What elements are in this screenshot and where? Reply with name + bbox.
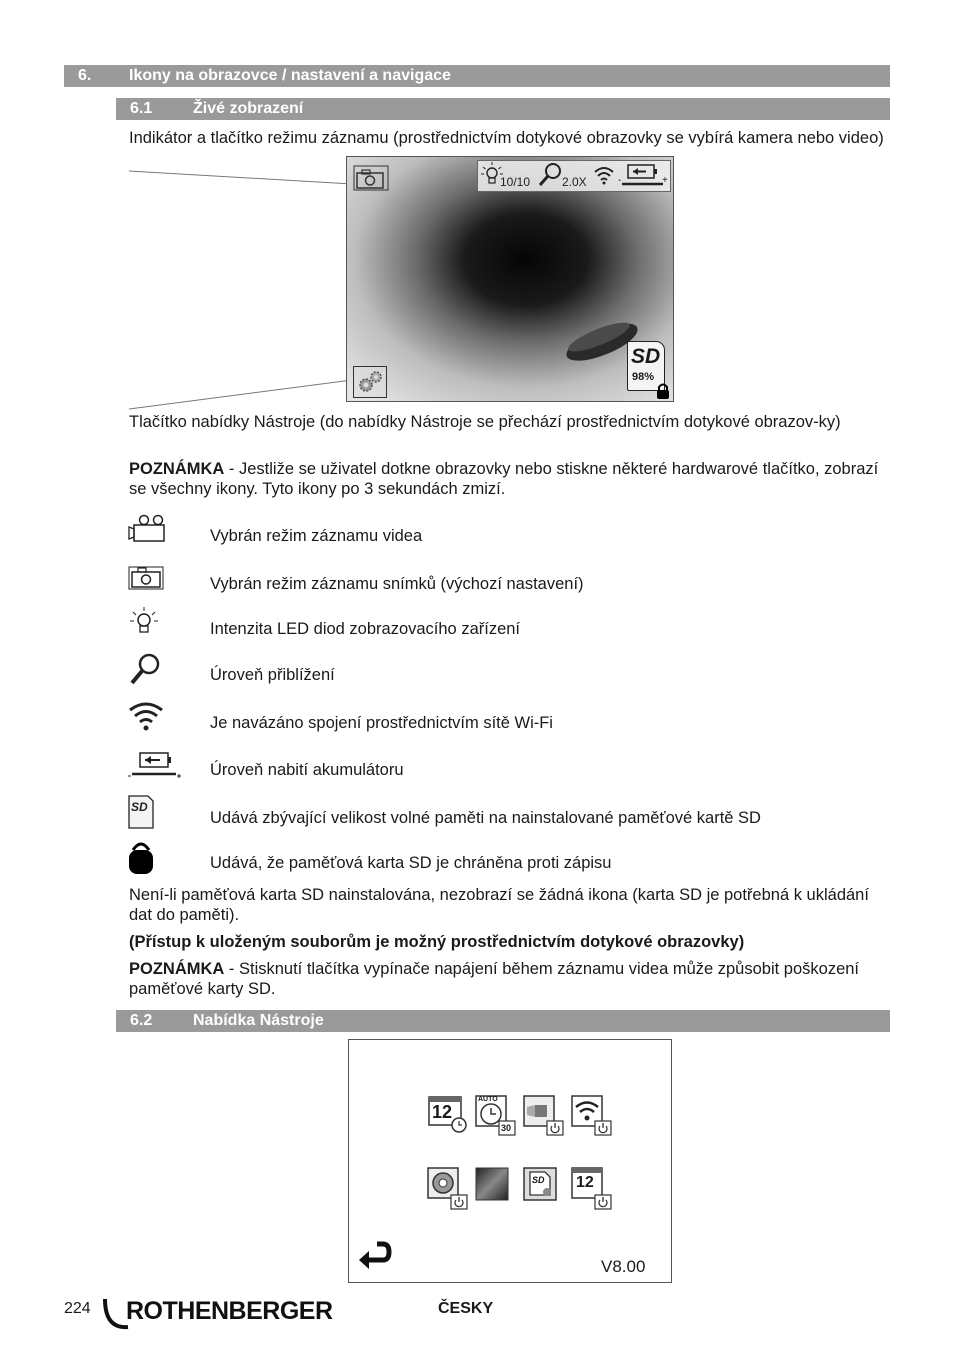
tools-caption: Tlačítko nabídky Nástroje (do nabídky Nástroje se přechází prostřednictvím dotykové obrazov-ky)	[129, 413, 841, 431]
legend-item-led	[128, 606, 908, 646]
sd-card-icon	[128, 795, 172, 831]
magnifier-icon	[128, 652, 172, 688]
battery-minus: -	[618, 175, 622, 186]
auto-number: 30	[501, 1123, 512, 1133]
svg-text:SD: SD	[131, 800, 148, 814]
led-level: 10/10	[500, 175, 531, 189]
legend-text: Je navázáno spojení prostřednictvím sítě Wi-Fi	[210, 714, 553, 732]
legend-text: Vybrán režim záznamu snímků (výchozí nastavení)	[210, 575, 584, 593]
camera-icon[interactable]	[353, 165, 389, 191]
sd-percent: 98%	[632, 371, 655, 383]
camera-icon	[128, 561, 172, 597]
date-stamp-power-icon[interactable]	[571, 1167, 613, 1211]
note-text: - Jestliže se uživatel dotkne obrazovky nebo stiskne některé hardwarové tlačítko, zobrazí se všechny ikony. Tyto ikony po 3 sekundách zmizí.	[129, 460, 879, 498]
legend-item-battery	[128, 747, 908, 787]
camera-power-icon[interactable]	[523, 1095, 565, 1142]
legend-item-sd	[128, 795, 908, 835]
wifi-icon	[128, 700, 172, 736]
image-settings-icon[interactable]	[475, 1167, 509, 1206]
firmware-version: V8.00	[601, 1257, 646, 1276]
lock-icon	[128, 840, 172, 876]
tools-menu-gear-icon[interactable]	[353, 366, 387, 398]
legend-text: Úroveň nabití akumulátoru	[210, 761, 404, 779]
note-label: POZNÁMKA	[129, 460, 225, 478]
battery-plus: +	[662, 175, 668, 186]
section-title: Ikony na obrazovce / nastavení a navigace	[129, 67, 451, 84]
wifi-power-icon[interactable]	[571, 1095, 613, 1142]
battery-icon	[128, 747, 184, 783]
section-6-2-heading	[116, 1010, 890, 1032]
note-text: - Stisknutí tlačítka vypínače napájení během záznamu videa může způsobit poškození paměťové karty SD.	[129, 960, 860, 998]
legend-text: Udává, že paměťová karta SD je chráněna proti zápisu	[210, 854, 612, 872]
legend-text: Úroveň přiblížení	[210, 666, 335, 684]
legend-item-zoom	[128, 652, 908, 692]
legend-item-camera	[128, 561, 908, 601]
legend-text: Vybrán režim záznamu videa	[210, 527, 423, 545]
sd-label: SD	[532, 1175, 545, 1185]
magnifier-icon	[538, 162, 564, 193]
zoom-level: 2.0X	[562, 175, 587, 189]
intro-text: Indikátor a tlačítko režimu záznamu (prostřednictvím dotykové obrazovky se vybírá kamera nebo video)	[129, 129, 884, 147]
auto-label: AUTO	[478, 1096, 498, 1103]
legend-text: Intenzita LED diod zobrazovacího zařízení	[210, 620, 521, 638]
section-number: 6.2	[130, 1012, 153, 1029]
no-sd-text: Není-li paměťová karta SD nainstalována, nezobrazí se žádná ikona (karta SD je potřebná k ukládání dat do paměti).	[129, 886, 869, 924]
clock-digits: 12	[432, 1102, 453, 1122]
sd-format-icon[interactable]	[523, 1167, 557, 1201]
legend-item-video	[128, 513, 908, 553]
led-bulb-icon	[128, 606, 172, 642]
section-title: Nabídka Nástroje	[193, 1012, 324, 1029]
section-title: Živé zobrazení	[193, 100, 304, 117]
note-label: POZNÁMKA	[129, 960, 225, 978]
tools-menu-screen	[348, 1039, 672, 1283]
section-number: 6.	[78, 67, 92, 84]
brand-name: ROTHENBERGER	[126, 1297, 333, 1325]
legend-item-wifi	[128, 700, 908, 740]
page-number: 224	[64, 1300, 91, 1317]
lock-icon	[655, 382, 671, 402]
note-2	[129, 959, 889, 999]
legend-text: Udává zbývající velikost volné paměti na nainstalované paměťové kartě SD	[210, 809, 761, 827]
video-camera-icon	[128, 513, 172, 549]
section-number: 6.1	[130, 100, 153, 117]
live-view-screen	[346, 156, 674, 402]
sd-label: SD	[631, 345, 661, 368]
battery-icon	[618, 163, 668, 194]
clock-digits: 12	[576, 1174, 594, 1191]
access-note: (Přístup k uloženým souborům je možný prostřednictvím dotykové obrazovky)	[129, 933, 745, 951]
rotate-power-icon[interactable]	[427, 1167, 469, 1216]
note-1	[129, 459, 889, 499]
date-time-icon[interactable]	[427, 1095, 469, 1135]
legend-item-lock	[128, 840, 908, 880]
language-label: ČESKY	[438, 1300, 494, 1317]
wifi-icon	[593, 165, 615, 190]
auto-off-icon[interactable]	[475, 1095, 517, 1137]
brand-logo	[102, 1295, 352, 1335]
status-hud	[477, 160, 671, 192]
back-arrow-icon[interactable]	[357, 1240, 393, 1277]
